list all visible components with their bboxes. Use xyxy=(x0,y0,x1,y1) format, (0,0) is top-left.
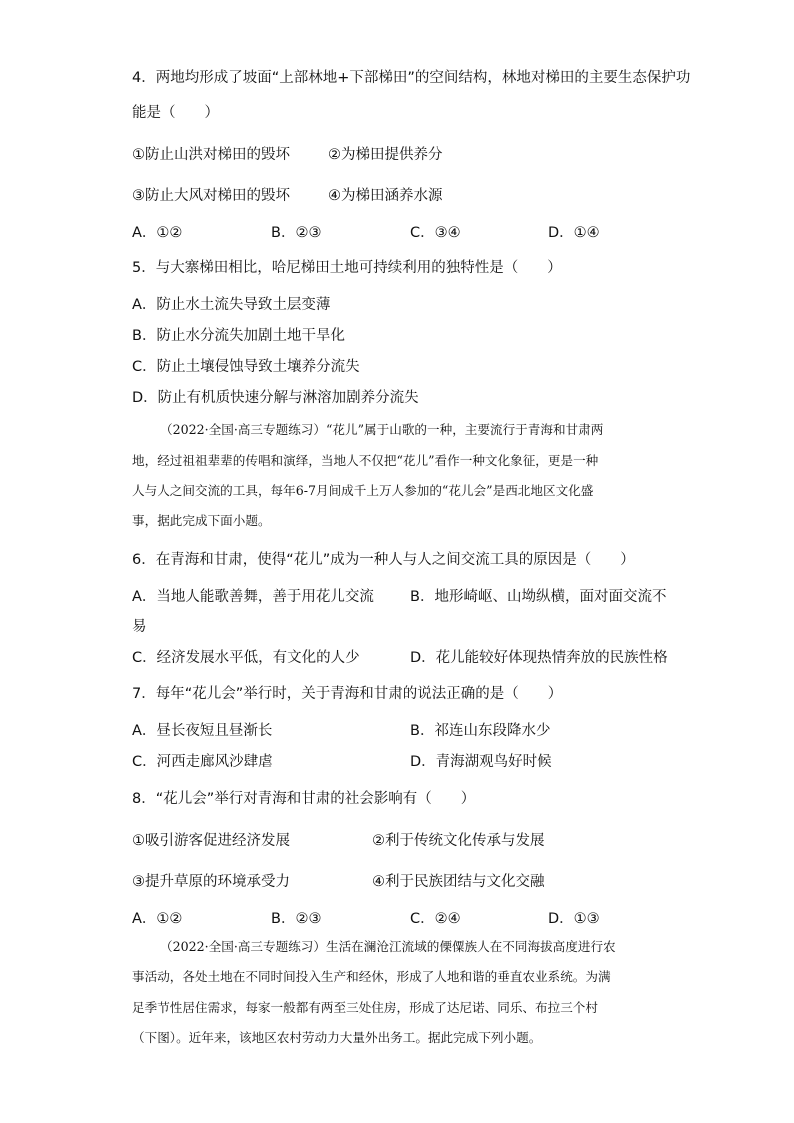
passage1-line1: （2022·全国·高三专题练习）“花儿”属于山歌的一种，主要流行于青海和甘肃两 xyxy=(160,422,604,437)
q8-option-d: D．①③ xyxy=(548,911,600,927)
q4-statement-4: ④为梯田涵养水源 xyxy=(328,188,443,204)
q6-stem: 6．在青海和甘肃，使得“花儿”成为一种人与人之间交流工具的原因是（ ） xyxy=(132,552,635,568)
q5-option-b: B．防止水分流失加剧土地干旱化 xyxy=(132,328,345,344)
q7-stem: 7．每年“花儿会”举行时，关于青海和甘肃的说法正确的是（ ） xyxy=(132,686,563,702)
q6-option-a: A．当地人能歌善舞，善于用花儿交流 xyxy=(132,589,374,605)
passage2-line1: （2022·全国·高三专题练习）生活在澜沧江流域的傈僳族人在不同海拔高度进行农 xyxy=(160,939,616,954)
q4-statement-1: ①防止山洪对梯田的毁坏 xyxy=(132,147,290,163)
q5-option-a: A．防止水土流失导致土层变薄 xyxy=(132,297,331,313)
q5-option-d: D．防止有机质快速分解与淋溶加剧养分流失 xyxy=(132,390,419,406)
q8-statement-4: ④利于民族团结与文化交融 xyxy=(372,874,545,890)
q8-statement-3: ③提升草原的环境承受力 xyxy=(132,874,290,890)
q4-option-b: B．②③ xyxy=(271,225,322,241)
q6-option-c: C．经济发展水平低，有文化的人少 xyxy=(132,650,360,666)
passage1-line3: 人与人之间交流的工具，每年6-7月间成千上万人参加的“花儿会”是西北地区文化盛 xyxy=(132,483,594,498)
q5-option-c: C．防止土壤侵蚀导致土壤养分流失 xyxy=(132,359,360,375)
passage2-line4: （下图）。近年来，该地区农村劳动力大量外出务工。据此完成下列小题。 xyxy=(132,1030,542,1045)
q6-option-b-line2: 易 xyxy=(132,619,147,635)
q4-statement-3: ③防止大风对梯田的毁坏 xyxy=(132,188,290,204)
q6-option-d: D．花儿能较好体现热情奔放的民族性格 xyxy=(410,650,668,666)
passage2-line2: 事活动，各处土地在不同时间投入生产和经休，形成了人地和谐的垂直农业系统。为满 xyxy=(132,969,611,984)
q8-option-c: C．②④ xyxy=(410,911,461,927)
q7-option-a: A．昼长夜短且昼渐长 xyxy=(132,723,273,739)
passage1-line2: 地，经过祖祖辈辈的传唱和演绎，当地人不仅把“花儿”看作一种文化象征，更是一种 xyxy=(132,453,599,468)
passage2-line3: 足季节性居住需求，每家一般都有两至三处住房，形成了达尼诺、同乐、布拉三个村 xyxy=(132,1000,598,1015)
passage1-line4: 事，据此完成下面小题。 xyxy=(132,513,271,528)
q4-option-d: D．①④ xyxy=(548,225,600,241)
q4-option-c: C．③④ xyxy=(410,225,461,241)
q5-stem: 5．与大寨梯田相比，哈尼梯田土地可持续利用的独特性是（ ） xyxy=(132,260,562,276)
q4-option-a: A．①② xyxy=(132,225,183,241)
q8-option-a: A．①② xyxy=(132,911,183,927)
q8-statement-2: ②利于传统文化传承与发展 xyxy=(372,833,545,849)
q4-stem-line2: 能是（ ） xyxy=(132,105,219,121)
q4-stem-line1: 4．两地均形成了坡面“上部林地+下部梯田”的空间结构，林地对梯田的主要生态保护功 xyxy=(132,70,691,86)
q8-statement-1: ①吸引游客促进经济发展 xyxy=(132,833,290,849)
q8-stem: 8．“花儿会”举行对青海和甘肃的社会影响有（ ） xyxy=(132,791,476,807)
q7-option-d: D．青海湖观鸟好时候 xyxy=(410,754,552,770)
q6-option-b-line1: B．地形崎岖、山坳纵横，面对面交流不 xyxy=(410,589,667,605)
q7-option-b: B．祁连山东段降水少 xyxy=(410,723,551,739)
q8-option-b: B．②③ xyxy=(271,911,322,927)
q7-option-c: C．河西走廊风沙肆虐 xyxy=(132,754,273,770)
q4-statement-2: ②为梯田提供养分 xyxy=(328,147,443,163)
